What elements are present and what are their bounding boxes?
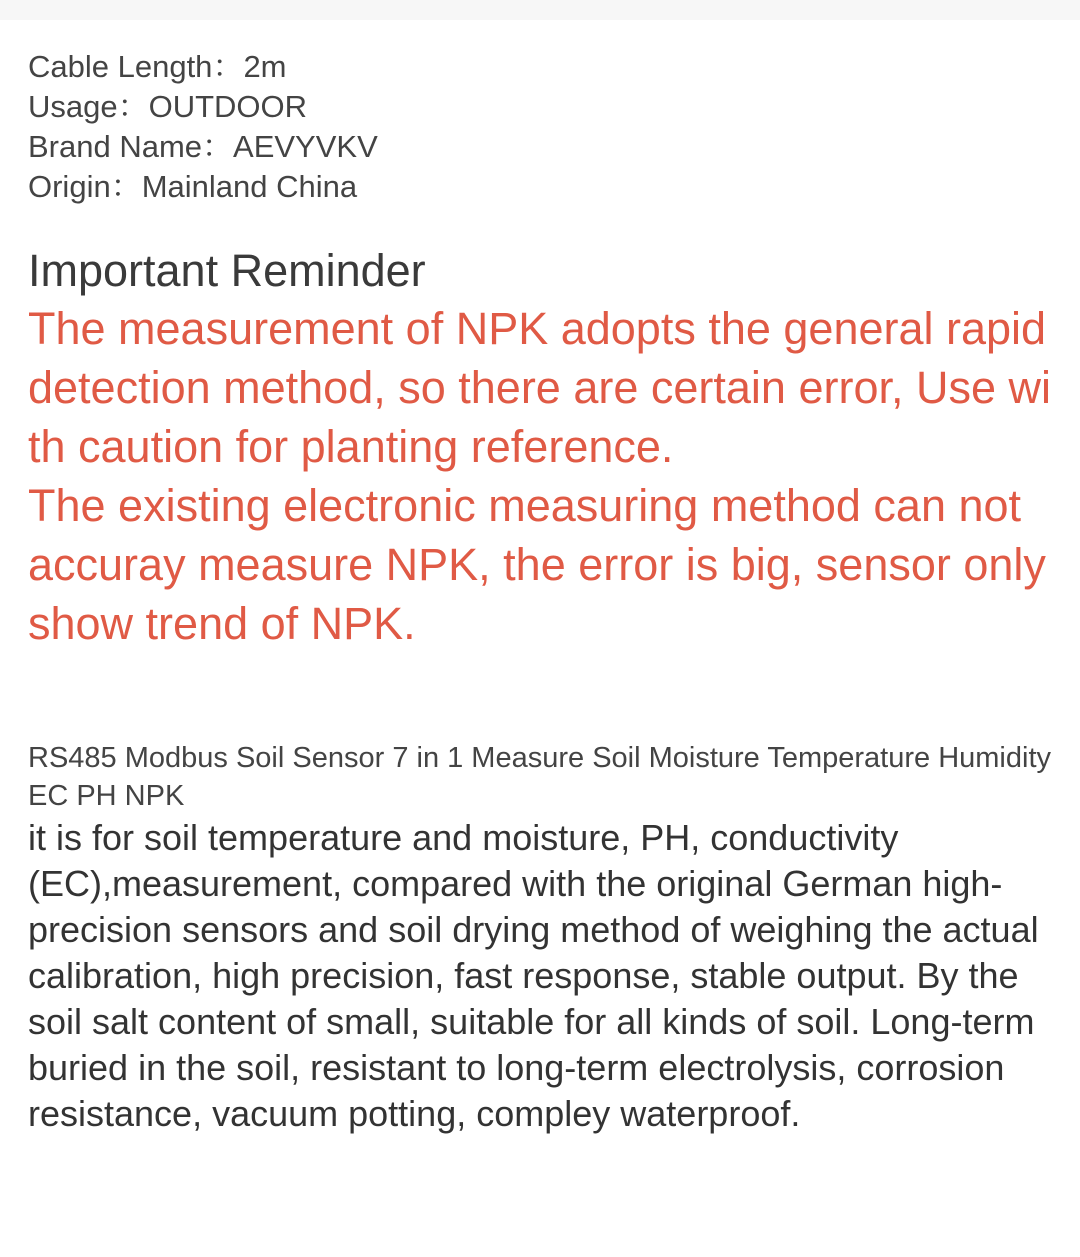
spec-label: Brand Name <box>28 129 203 164</box>
spec-separator: ： <box>110 169 142 204</box>
product-title: RS485 Modbus Soil Sensor 7 in 1 Measure Soil Moisture Temperature Humidity EC PH NPK <box>28 742 1052 812</box>
reminder-paragraph-accuracy: The measurement of NPK adopts the general rapid detection method, so there are certain error, Use with caution for planting reference. <box>28 303 1052 472</box>
spec-separator: ： <box>212 49 244 84</box>
reminder-paragraph-method: The existing electronic measuring method can not accuray measure NPK, the error is big, sensor only show trend of NPK. <box>28 480 1046 649</box>
spec-value: AEVYVKV <box>233 129 378 164</box>
spec-list <box>28 47 1058 207</box>
product-detail-content <box>28 47 1058 1137</box>
spec-value: OUTDOOR <box>148 89 308 124</box>
spec-label: Usage <box>28 89 118 124</box>
spec-label: Cable Length <box>28 49 213 84</box>
spec-usage <box>28 87 1058 127</box>
spec-value: Mainland China <box>141 169 358 204</box>
spec-brand-name <box>28 127 1058 167</box>
spec-label: Origin <box>28 169 111 204</box>
top-status-strip <box>0 0 1080 20</box>
product-description: it is for soil temperature and moisture, PH, conductivity (EC),measurement, compared with the original German high-precision sensors and soil drying method of weighing the actual calibration, high precision, fast response, stable output. By the soil salt content of small, suitable for all kinds of soil. Long-term buried in the soil, resistant to long-term electrolysis, corrosion resistance, vacuum potting, compley waterproof. <box>28 817 1039 1134</box>
spec-origin <box>28 167 1058 207</box>
spec-value: 2m <box>243 49 287 84</box>
spec-cable-length <box>28 47 1058 87</box>
spec-separator: ： <box>202 129 234 164</box>
spec-separator: ： <box>117 89 149 124</box>
reminder-heading: Important Reminder <box>28 245 426 296</box>
